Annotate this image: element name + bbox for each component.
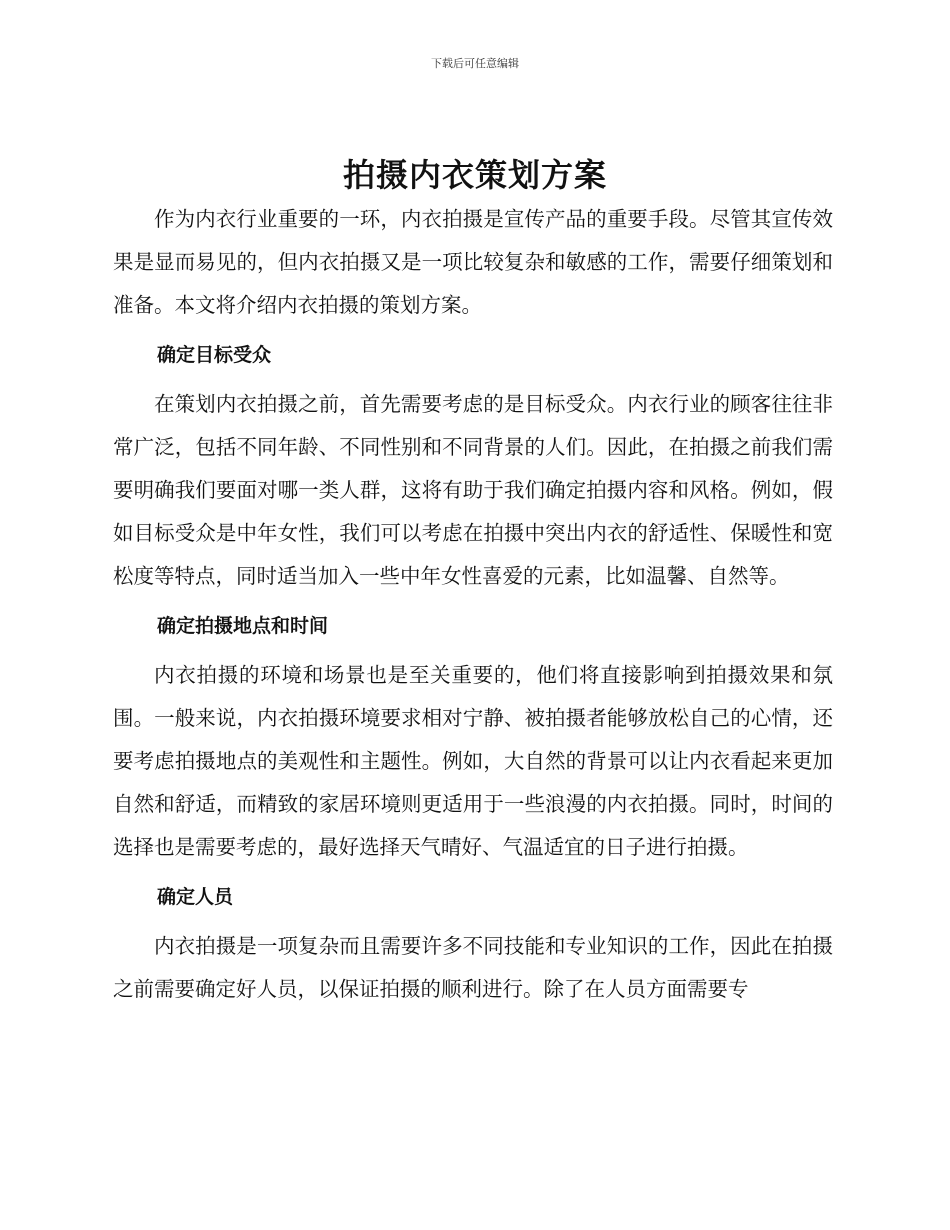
section-heading-location-time: 确定拍摄地点和时间 <box>157 615 329 637</box>
section-body-location-time: 内衣拍摄的环境和场景也是至关重要的，他们将直接影响到拍摄效果和氛围。一般来说，内衣拍摄环境要求相对宁静、被拍摄者能够放松自己的心情，还要考虑拍摄地点的美观性和主题性。例如，大自然的背景可以让内衣看起来更加自然和舒适，而精致的家居环境则更适用于一些浪漫的内衣拍摄。同时，时间的选择也是需要考虑的，最好选择天气晴好、气温适宜的日子进行拍摄。 <box>113 663 833 859</box>
section-body-target-audience: 在策划内衣拍摄之前，首先需要考虑的是目标受众。内衣行业的顾客往往非常广泛，包括不同年龄、不同性别和不同背景的人们。因此，在拍摄之前我们需要明确我们要面对哪一类人群，这将有助于我们确定拍摄内容和风格。例如，假如目标受众是中年女性，我们可以考虑在拍摄中突出内衣的舒适性、保暖性和宽松度等特点，同时适当加入一些中年女性喜爱的元素，比如温馨、自然等。 <box>113 392 833 588</box>
document-body <box>113 198 833 1011</box>
section-heading-target-audience: 确定目标受众 <box>157 344 272 366</box>
page-title: 拍摄内衣策划方案 <box>342 156 607 194</box>
section-body-personnel: 内衣拍摄是一项复杂而且需要许多不同技能和专业知识的工作，因此在拍摄之前需要确定好人员，以保证拍摄的顺利进行。除了在人员方面需要专 <box>113 934 833 1001</box>
section-heading-personnel: 确定人员 <box>157 886 234 908</box>
intro-paragraph: 作为内衣行业重要的一环，内衣拍摄是宣传产品的重要手段。尽管其宣传效果是显而易见的，但内衣拍摄又是一项比较复杂和敏感的工作，需要仔细策划和准备。本文将介绍内衣拍摄的策划方案。 <box>113 207 833 317</box>
header-note: 下载后可任意编辑 <box>431 57 519 70</box>
